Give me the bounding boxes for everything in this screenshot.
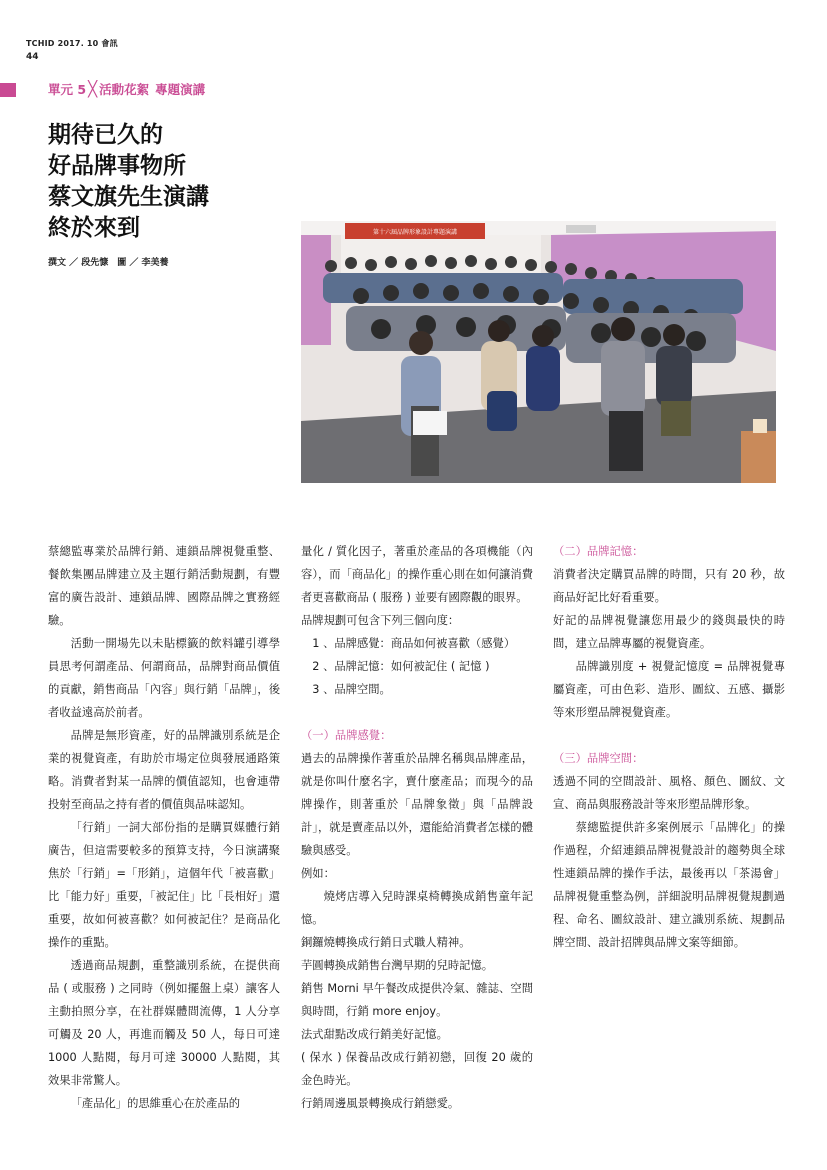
paragraph: 品牌識別度 + 視覺記憶度 = 品牌視覺專屬資產，可由色彩、造形、圖紋、五感、攝影等來形塑品牌視覺資產。 xyxy=(553,660,785,719)
section-separator: ╳ xyxy=(88,80,98,98)
subheading-brand-memory: （二）品牌記憶： xyxy=(553,545,644,558)
page-number: 44 xyxy=(26,52,39,62)
byline: 撰文 ／ 段先慷 圖 ／ 李美養 xyxy=(48,258,169,268)
spacer xyxy=(301,701,533,724)
banner-text: 第十六屆品牌形象設計專題演講 xyxy=(372,229,458,236)
paragraph: 芋圓轉換成銷售台灣早期的兒時記憶。 xyxy=(301,959,494,972)
paragraph: 活動一開場先以未貼標籤的飲料罐引導學員思考何謂產品、何謂商品，品牌對商品價值的貢獻，銷售商品「內容」與行銷「品牌」，後者收益遠高於前者。 xyxy=(48,637,280,719)
section-unit: 單元 5 xyxy=(48,82,87,97)
paragraph: ( 保水 ) 保養品改成行銷初戀，回復 20 歲的金色時光。 xyxy=(301,1051,533,1087)
list-item: 1 、品牌感覺：商品如何被喜歡（感覺） xyxy=(312,637,516,650)
list-item: 3 、品牌空間。 xyxy=(312,683,391,696)
paragraph: 法式甜點改成行銷美好記憶。 xyxy=(301,1028,448,1041)
text-column-1 xyxy=(48,540,280,1115)
paragraph: 例如： xyxy=(301,867,335,880)
paragraph: 量化 / 質化因子，著重於產品的各項機能（內容），而「商品化」的操作重心則在如何讓消費者更喜歡商品 ( 服務 ) 並要有國際觀的眼界。 xyxy=(301,545,533,604)
section-topic: 專題演講 xyxy=(155,82,206,97)
paragraph: 過去的品牌操作著重於品牌名稱與品牌產品，就是你叫什麼名字，賣什麼產品；而現今的品牌操作，則著重於「品牌象徵」與「品牌設計」，就是賣產品以外，還能給消費者怎樣的體驗與感受。 xyxy=(301,752,533,857)
paragraph: 透過不同的空間設計、風格、顏色、圖紋、文宣、商品與服務設計等來形塑品牌形象。 xyxy=(553,775,785,811)
subheading-brand-feeling: （一）品牌感覺： xyxy=(301,729,392,742)
title-line: 好品牌事物所 xyxy=(48,153,186,179)
group-photo xyxy=(301,221,776,483)
section-category: 活動花絮 xyxy=(99,82,150,97)
subheading-brand-space: （三）品牌空間： xyxy=(553,752,644,765)
publication-header: TCHID 2017. 10 會訊 xyxy=(26,39,118,48)
paragraph: 品牌規劃可包含下列三個向度： xyxy=(301,614,460,627)
section-label xyxy=(48,80,205,98)
paragraph: 銅鑼燒轉換成行銷日式職人精神。 xyxy=(301,936,471,949)
title-line: 終於來到 xyxy=(48,215,140,241)
paragraph: 行銷周邊風景轉換成行銷戀愛。 xyxy=(301,1097,460,1110)
paragraph: 銷售 Morni 早午餐改成提供冷氣、雜誌、空間與時間，行銷 more enjoy。 xyxy=(301,982,533,1018)
text-column-2 xyxy=(301,540,533,1115)
paragraph: 品牌是無形資產，好的品牌識別系統是企業的視覺資產，有助於市場定位與發展通路策略。消費者對某一品牌的價值認知，也會連帶投射至商品之持有者的價值與品味認知。 xyxy=(48,729,280,811)
paragraph: 好記的品牌視覺讓您用最少的錢與最快的時間，建立品牌專屬的視覺資產。 xyxy=(553,614,785,650)
text-column-3 xyxy=(553,540,785,954)
list-item: 2 、品牌記憶：如何被記住 ( 記憶 ) xyxy=(312,660,490,673)
section-marker xyxy=(0,83,16,97)
paragraph: 蔡總監專業於品牌行銷、連鎖品牌視覺重整、餐飲集團品牌建立及主題行銷活動規劃，有豐富的廣告設計、連鎖品牌、國際品牌之實務經驗。 xyxy=(48,545,280,627)
paragraph: 燒烤店導入兒時課桌椅轉換成銷售童年記憶。 xyxy=(301,890,533,926)
paragraph: 「產品化」的思維重心在於產品的 xyxy=(70,1097,241,1110)
title-line: 蔡文旗先生演講 xyxy=(48,184,209,210)
title-line: 期待已久的 xyxy=(48,122,163,148)
paragraph: 蔡總監提供許多案例展示「品牌化」的操作過程，介紹連鎖品牌視覺設計的趨勢與全球性連鎖品牌的操作手法，最後再以「茶湯會」品牌視覺重整為例，詳細說明品牌視覺規劃過程、命名、圖紋設計、建立識別系統、規劃品牌空間、設計招牌與品牌文案等細節。 xyxy=(553,821,785,949)
article-title xyxy=(48,120,288,244)
paragraph: 「行銷」一詞大部份指的是購買媒體行銷廣告，但這需要較多的預算支持，今日演講聚焦於「行銷」=「形銷」，這個年代「被喜歡」比「能力好」重要，「被記住」比「長相好」還重要，故如何被喜歡？如何被記住？是商品化操作的重點。 xyxy=(48,821,280,949)
paragraph: 消費者決定購買品牌的時間，只有 20 秒，故商品好記比好看重要。 xyxy=(553,568,785,604)
paragraph: 透過商品規劃，重整識別系統，在提供商品 ( 或服務 ) 之同時（例如擺盤上桌）讓客人主動拍照分享，在社群媒體間流傳，1 人分享可觸及 20 人，再進而觸及 50 人，每日可達 1000 人點閱，每月可達 30000 人點閱，其效果非常驚人。 xyxy=(48,959,280,1087)
spacer xyxy=(553,724,785,747)
